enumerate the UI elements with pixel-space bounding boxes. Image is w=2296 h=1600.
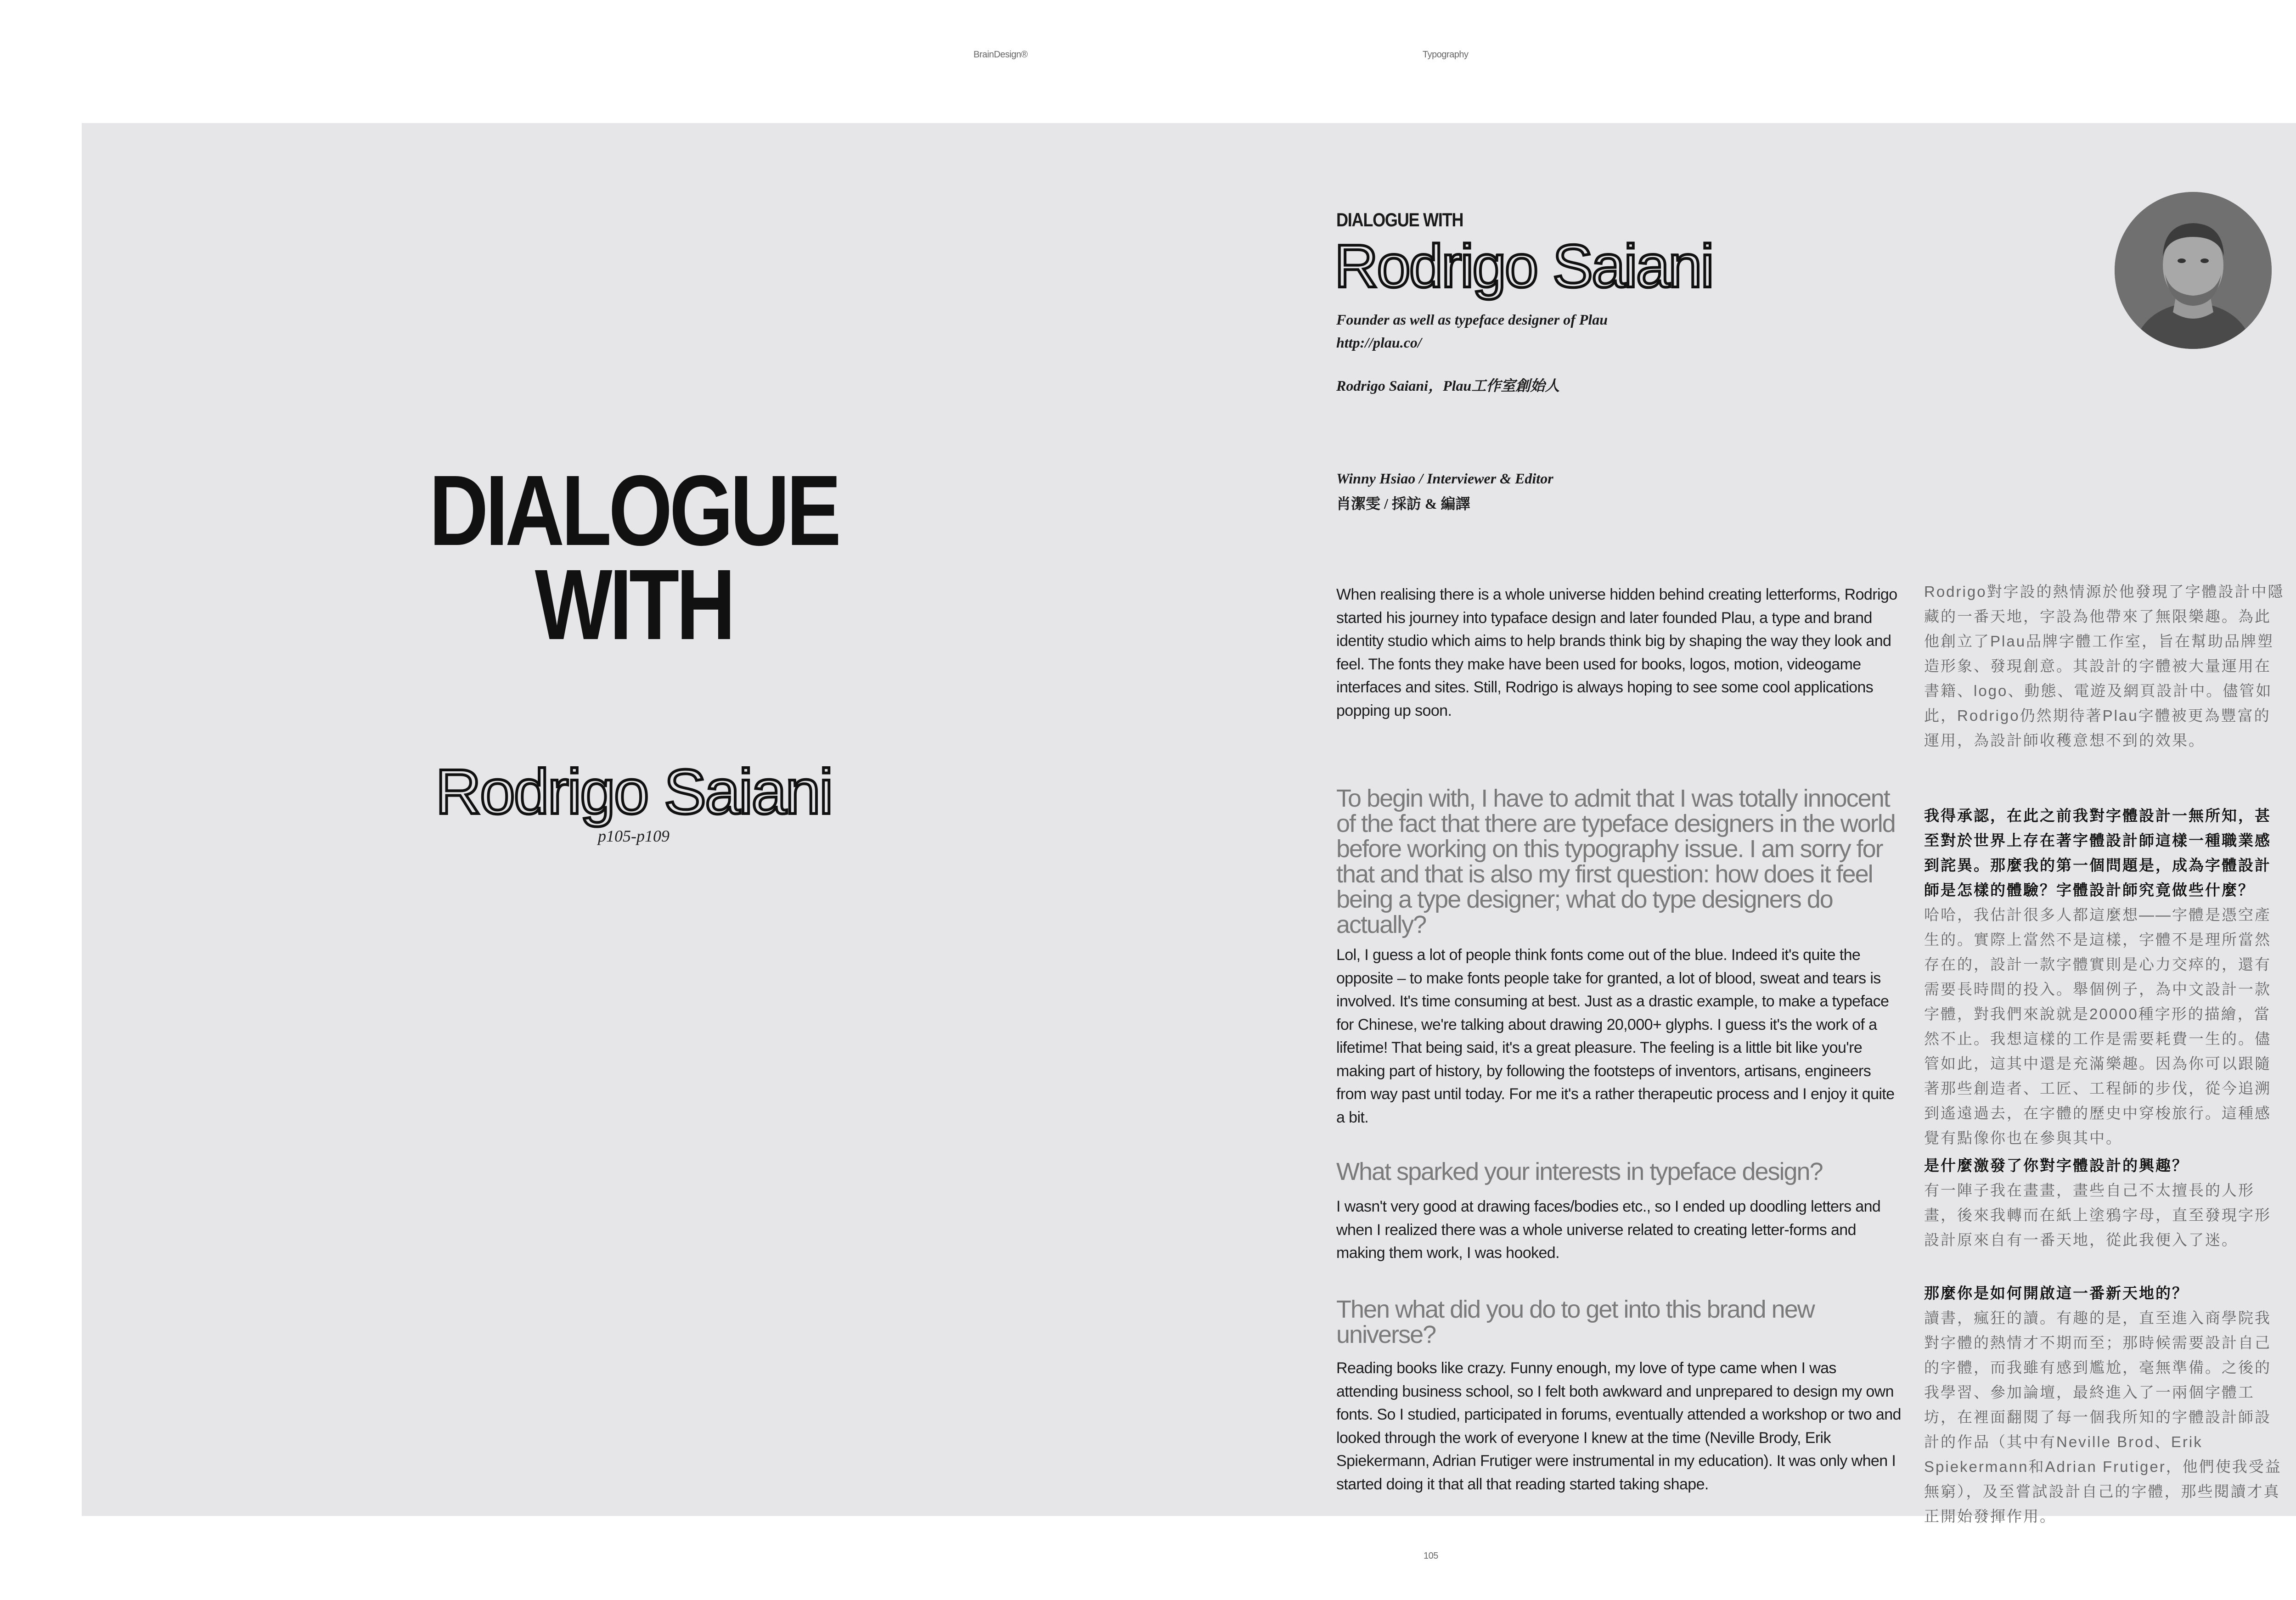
page-number: 105 [1424,1551,1438,1561]
kicker: DIALOGUE WITH [1336,209,1463,230]
big-title-line2: WITH [535,549,733,661]
left-name: Rodrigo Saiani [435,757,832,827]
question-3-en: Then what did you do to get into this brand new universe? [1336,1296,1814,1348]
right-name: Rodrigo Saiani [1334,232,1713,300]
intro-en: When realising there is a whole universe hidden behind creating letterforms, Rodrigo started his journey into typaface design and later founded Plau, a type and brand identity studio which aims to help brands think big by shaping the way they look and feel. The fonts they make have been used for books, logos, motion, videogame interfaces and sites. Still, Rodrigo is always hoping to see some cool applications popping up soon. [1336,586,1897,719]
running-head-section: Typography [1423,50,1469,60]
answer-2-en: I wasn't very good at drawing faces/bodies etc., so I ended up doodling letters and when I realized there was a whole universe related to creating letter-forms and making them work, I was hooked. [1336,1198,1881,1262]
interviewer-zh: 肖潔雯 / 採訪 & 編譯 [1336,495,1470,512]
interviewer: Winny Hsiao / Interviewer & Editor [1336,470,1553,487]
answer-3-zh: 讀書，瘋狂的讀。有趣的是，直至進入商學院我對字體的熱情才不期而至；那時候需要設計自己的字體，而我雖有感到尷尬，毫無準備。之後的我學習、參加論壇，最終進入了一兩個字體工坊，在裡面翻閱了每一個我所知的字體設計師設計的作品（其中有Neville Brod、Erik Spiekermann和Adrian Frutiger，他們使我受益無窮），及至嘗試設計自己的字體，那些閱讀才真正開始發揮作用。 [1924,1309,2282,1525]
role-zh: Rodrigo Saiani，Plau工作室創始人 [1336,377,1560,394]
question-1-zh: 我得承認，在此之前我對字體設計一無所知，甚至對於世界上存在著字體設計師這樣一種職業感到詫異。那麼我的第一個問題是，成為字體設計師是怎樣的體驗？字體設計師究竟做些什麼？ [1924,807,2271,898]
portrait-avatar [2115,192,2272,349]
answer-3-en: Reading books like crazy. Funny enough, my love of type came when I was attending business school, so I felt both awkward and unprepared to design my own fonts. So I studied, participated in forums, eventually attended a workshop or two and looked through the work of everyone I knew at the time (Neville Brody, Erik Spiekermann, Adrian Frutiger were instrumental in my education). It was only when I started doing it that all that reading started taking shape. [1336,1359,1901,1493]
role: Founder as well as typeface designer of Plau [1336,311,1608,328]
question-1-en: To begin with, I have to admit that I was totally innocent of the fact that there are typeface designers in the world before working on this typography issue. I am sorry for that and that is also my first question: how does it feel being a type designer; what do type designers do actually? [1336,785,1895,938]
studio-url[interactable]: http://plau.co/ [1336,334,1422,351]
big-title [408,455,860,661]
question-2-zh: 是什麼激發了你對字體設計的興趣？ [1924,1157,2189,1174]
answer-2-zh: 有一陣子我在畫畫，畫些自己不太擅長的人形畫，後來我轉而在紙上塗鴉字母，直至發現字形設計原來自有一番天地，從此我便入了迷。 [1924,1182,2271,1248]
question-3-zh: 那麼你是如何開啟這一番新天地的？ [1924,1285,2189,1302]
page-range: p105-p109 [598,827,670,845]
answer-1-en: Lol, I guess a lot of people think fonts come out of the blue. Indeed it's quite the opposite – to make fonts people take for granted, a lot of blood, sweat and tears is involved. It's time consuming at best. Just as a drastic example, to make a typeface for Chinese, we're talking about drawing 20,000+ glyphs. I guess it's the work of a lifetime! That being said, it's a great pleasure. The feeling is a little bit like you're making part of history, by following the footsteps of inventors, artisans, engineers from way past until today. For me it's a rather therapeutic process and I enjoy it quite a bit. [1336,946,1895,1126]
question-2-en: What sparked your interests in typeface design? [1336,1158,1823,1185]
answer-1-zh: 哈哈，我估計很多人都這麼想——字體是憑空產生的。實際上當然不是這樣，字體不是理所當然存在的，設計一款字體實則是心力交瘁的，還有需要長時間的投入。舉個例子，為中文設計一款字體，對我們來說就是20000種字形的描繪，當然不止。我想這樣的工作是需要耗費一生的。儘管如此，這其中還是充滿樂趣。因為你可以跟隨著那些創造者、工匠、工程師的步伐，從今追溯到遙遠過去，在字體的歷史中穿梭旅行。這種感覺有點像你也在參與其中。 [1924,906,2271,1146]
big-title-line1: DIALOGUE [429,455,838,567]
running-head-brand: BrainDesign® [974,50,1028,60]
intro-zh: Rodrigo對字設的熱情源於他發現了字體設計中隱藏的一番天地，字設為他帶來了無限樂趣。為此他創立了Plau品牌字體工作室，旨在幫助品牌塑造形象、發現創意。其設計的字體被大量運用在書籍、logo、動態、電遊及網頁設計中。儘管如此，Rodrigo仍然期待著Plau字體被更為豐富的運用，為設計師收穫意想不到的效果。 [1924,583,2285,749]
